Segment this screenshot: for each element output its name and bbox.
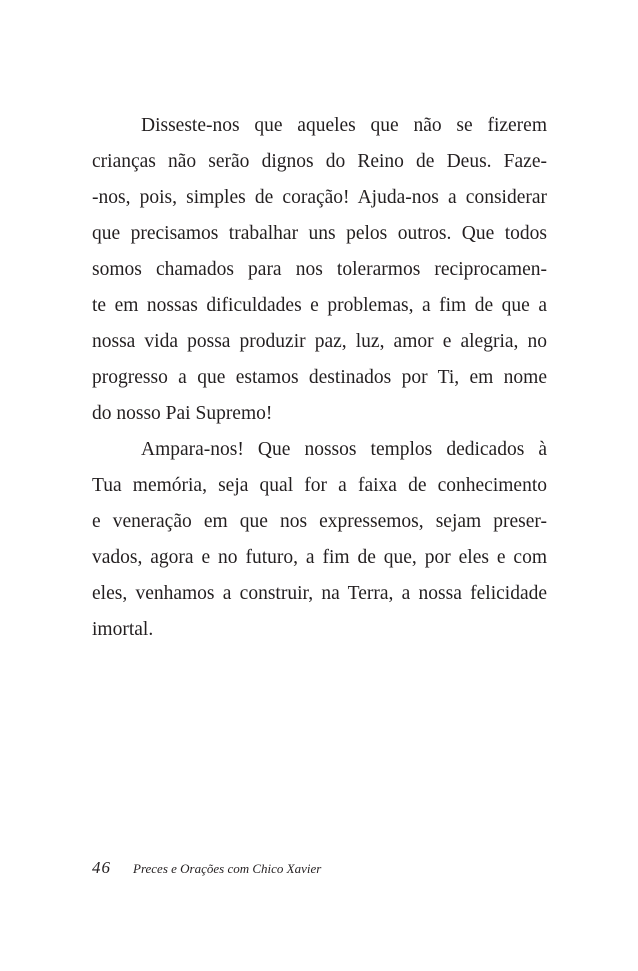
page-number: 46 bbox=[92, 858, 111, 877]
text-line: crianças não serão dignos do Reino de Deus. Faze- bbox=[92, 151, 547, 172]
text-line: -nos, pois, simples de coração! Ajuda-nos a considerar bbox=[92, 187, 547, 208]
paragraph-2 bbox=[92, 432, 547, 648]
text-line: te em nossas dificuldades e problemas, a fim de que a bbox=[92, 295, 547, 316]
text-line: imortal. bbox=[92, 619, 154, 640]
text-line: Tua memória, seja qual for a faixa de conhecimento bbox=[92, 475, 547, 496]
paragraph-1 bbox=[92, 108, 547, 432]
text-line: vados, agora e no futuro, a fim de que, por eles e com bbox=[92, 547, 547, 568]
running-title: Preces e Orações com Chico Xavier bbox=[133, 861, 322, 876]
text-line: e veneração em que nos expressemos, sejam preser- bbox=[92, 511, 547, 532]
text-line: que precisamos trabalhar uns pelos outros. Que todos bbox=[92, 223, 547, 244]
text-line: progresso a que estamos destinados por Ti, em nome bbox=[92, 367, 547, 388]
text-line: Disseste-nos que aqueles que não se fizerem bbox=[141, 115, 547, 136]
text-line: nossa vida possa produzir paz, luz, amor e alegria, no bbox=[92, 331, 547, 352]
text-line: somos chamados para nos tolerarmos reciprocamen- bbox=[92, 259, 547, 280]
page-footer bbox=[92, 856, 321, 880]
text-line: eles, venhamos a construir, na Terra, a nossa felicidade bbox=[92, 583, 547, 604]
text-line: Ampara-nos! Que nossos templos dedicados à bbox=[141, 439, 547, 460]
text-line: do nosso Pai Supremo! bbox=[92, 403, 273, 424]
body-text bbox=[92, 108, 547, 648]
